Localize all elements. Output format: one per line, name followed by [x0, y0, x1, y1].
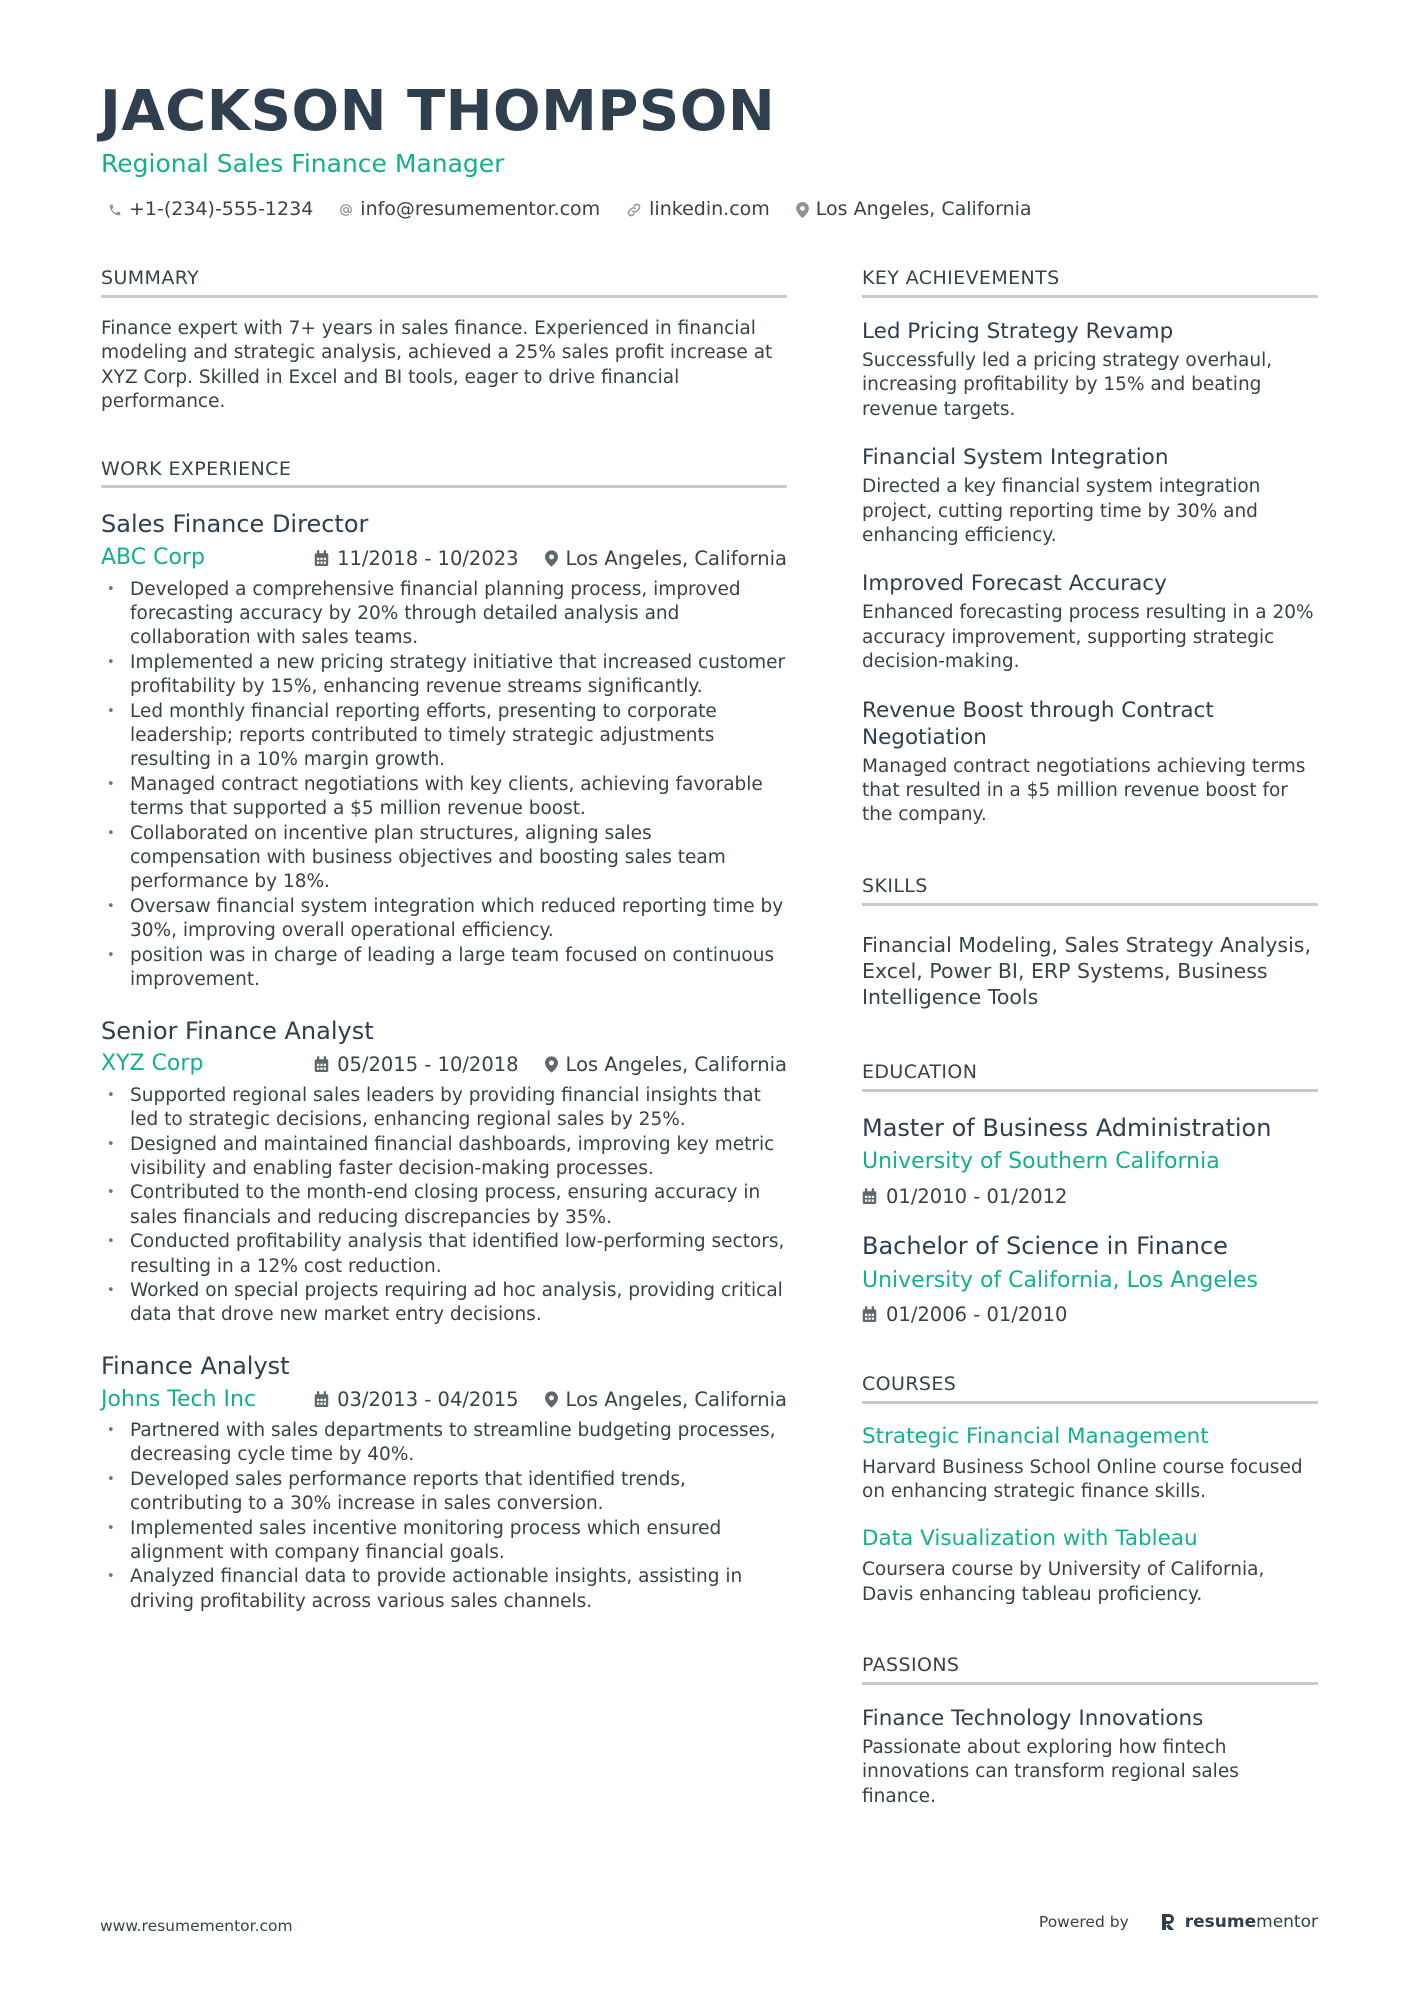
calendar-icon [862, 1306, 877, 1323]
contact-email[interactable] [339, 200, 600, 219]
courses-heading: COURSES [862, 1374, 1318, 1404]
calendar-icon [314, 1391, 329, 1408]
link-icon [626, 202, 642, 218]
education-section [862, 1062, 1318, 1326]
job-entry [101, 1017, 787, 1328]
education-dates: 01/2010 - 01/2012 [886, 1184, 1068, 1208]
passion-text: Passionate about exploring how fintech innovations can transform regional sales finance. [862, 1736, 1239, 1807]
location-pin-icon [545, 1391, 558, 1408]
job-title: Senior Finance Analyst [101, 1016, 374, 1045]
achievement-title: Revenue Boost through Contract Negotiation [862, 697, 1214, 750]
candidate-role: Regional Sales Finance Manager [101, 149, 505, 178]
job-dates: 03/2013 - 04/2015 [337, 1388, 519, 1412]
list-item: • Managed contract negotiations with key clients, achieving favorable terms that supported a $5 million revenue boost. [101, 773, 787, 822]
experience-section [101, 459, 787, 1615]
contact-bar [108, 200, 1032, 219]
education-heading: EDUCATION [862, 1062, 1318, 1092]
job-meta [101, 1387, 787, 1413]
list-item: • Designed and maintained financial dashboards, improving key metric visibility and enabling faster decision-making processes. [101, 1133, 787, 1182]
job-bullets [101, 578, 787, 993]
job-meta [101, 1051, 787, 1077]
achievement-text: Managed contract negotiations achieving terms that resulted in a $5 million revenue boost for the company. [862, 755, 1306, 826]
candidate-name: JACKSON THOMPSON [100, 79, 776, 144]
contact-phone-text: +1-(234)-555-1234 [129, 198, 314, 220]
contact-linkedin-text: linkedin.com [649, 198, 770, 220]
achievement-item [862, 697, 1318, 828]
contact-phone[interactable] [108, 200, 313, 219]
achievements-heading: KEY ACHIEVEMENTS [862, 268, 1318, 298]
education-degree: Master of Business Administration [862, 1113, 1272, 1142]
skills-section [862, 876, 1318, 1010]
job-location: Los Angeles, California [565, 546, 787, 570]
at-icon [339, 203, 353, 217]
location-pin-icon [796, 202, 809, 218]
list-item: • Supported regional sales leaders by providing financial insights that led to strategic decisions, enhancing regional sales by 25%. [101, 1084, 787, 1133]
job-dates: 05/2015 - 10/2018 [337, 1052, 519, 1076]
footer-website[interactable]: www.resumementor.com [100, 1917, 293, 1935]
list-item: • Implemented a new pricing strategy initiative that increased customer profitability by 15%, enhancing revenue streams significantly. [101, 651, 787, 700]
calendar-icon [314, 1056, 329, 1073]
achievement-text: Successfully led a pricing strategy overhaul, increasing profitability by 15% and beating revenue targets. [862, 349, 1273, 420]
right-column [862, 268, 1318, 1809]
experience-heading: WORK EXPERIENCE [101, 459, 787, 489]
calendar-icon [314, 550, 329, 567]
summary-section [101, 268, 787, 415]
skills-heading: SKILLS [862, 876, 1318, 906]
list-item: • Partnered with sales departments to streamline budgeting processes, decreasing cycle time by 40%. [101, 1419, 787, 1468]
left-column [101, 268, 787, 1614]
job-title: Finance Analyst [101, 1351, 290, 1380]
location-pin-icon [545, 1056, 558, 1073]
location-pin-icon [545, 550, 558, 567]
job-company: Johns Tech Inc [101, 1386, 257, 1412]
list-item: • Developed a comprehensive financial planning process, improved forecasting accuracy by 20% through detailed analysis and collaboration with sales teams. [101, 578, 787, 651]
passions-heading: PASSIONS [862, 1655, 1318, 1685]
phone-icon [108, 203, 122, 217]
passion-item [862, 1705, 1318, 1809]
achievement-title: Led Pricing Strategy Revamp [862, 318, 1174, 344]
list-item: • Developed sales performance reports that identified trends, contributing to a 30% increase in sales conversion. [101, 1468, 787, 1517]
list-item: • Conducted profitability analysis that identified low-performing sectors, resulting in a 12% cost reduction. [101, 1230, 787, 1279]
course-text: Coursera course by University of California, Davis enhancing tableau proficiency. [862, 1559, 1265, 1605]
course-title: Data Visualization with Tableau [862, 1526, 1198, 1552]
course-item [862, 1424, 1318, 1505]
job-entry [101, 1352, 787, 1614]
list-item: • Led monthly financial reporting efforts, presenting to corporate leadership; reports contributed to timely strategic adjustments resulting in a 10% margin growth. [101, 700, 787, 773]
contact-email-text: info@resumementor.com [360, 198, 601, 220]
achievement-title: Improved Forecast Accuracy [862, 571, 1167, 597]
contact-location [796, 200, 1032, 219]
contact-linkedin[interactable] [626, 200, 770, 219]
job-title: Sales Finance Director [101, 510, 369, 539]
education-school: University of Southern California [862, 1149, 1220, 1175]
achievement-item [862, 318, 1318, 422]
resumementor-logo-icon [1161, 1913, 1175, 1931]
achievement-text: Directed a key financial system integration project, cutting reporting time by 30% and enhancing efficiency. [862, 476, 1261, 546]
brand-name [1185, 1912, 1318, 1932]
job-company: ABC Corp [101, 545, 205, 571]
list-item: • Oversaw financial system integration which reduced reporting time by 30%, improving overall operational efficiency. [101, 895, 787, 944]
footer-branding[interactable] [1039, 1912, 1318, 1932]
list-item: • Worked on special projects requiring ad hoc analysis, providing critical data that drove new market entry decisions. [101, 1279, 787, 1328]
course-title: Strategic Financial Management [862, 1423, 1209, 1449]
summary-text: Finance expert with 7+ years in sales finance. Experienced in financial modeling and strategic analysis, achieved a 25% sales profit increase at XYZ Corp. Skilled in Excel and BI tools, eager to drive financial performance. [101, 317, 773, 413]
courses-section [862, 1374, 1318, 1607]
education-dates: 01/2006 - 01/2010 [886, 1302, 1068, 1326]
job-company: XYZ Corp [101, 1051, 204, 1077]
job-bullets [101, 1419, 787, 1614]
passion-title: Finance Technology Innovations [862, 1705, 1204, 1731]
powered-by-label: Powered by [1038, 1913, 1129, 1931]
list-item: • Implemented sales incentive monitoring process which ensured alignment with company financial goals. [101, 1517, 787, 1566]
course-text: Harvard Business School Online course focused on enhancing strategic finance skills. [862, 1456, 1303, 1503]
job-meta [101, 545, 787, 571]
achievements-section [862, 268, 1318, 828]
job-bullets [101, 1084, 787, 1328]
achievement-item [862, 444, 1318, 548]
education-degree: Bachelor of Science in Finance [862, 1231, 1228, 1260]
course-item [862, 1526, 1318, 1607]
achievement-item [862, 570, 1318, 674]
brand-name-light: mentor [1256, 1912, 1318, 1932]
skills-text: Financial Modeling, Sales Strategy Analysis, Excel, Power BI, ERP Systems, Business Intelligence Tools [862, 932, 1311, 1009]
achievement-text: Enhanced forecasting process resulting in a 20% accuracy improvement, supporting strategic decision-making. [862, 602, 1314, 673]
passions-section [862, 1655, 1318, 1809]
brand-name-bold: resume [1184, 1912, 1257, 1932]
education-item [862, 1114, 1318, 1208]
contact-location-text: Los Angeles, California [815, 198, 1032, 220]
list-item: • Collaborated on incentive plan structures, aligning sales compensation with business objectives and boosting sales team performance by 18%. [101, 822, 787, 895]
list-item: • position was in charge of leading a large team focused on continuous improvement. [101, 944, 787, 993]
achievement-title: Financial System Integration [862, 445, 1169, 471]
job-location: Los Angeles, California [565, 1388, 787, 1412]
summary-heading: SUMMARY [101, 268, 787, 298]
job-dates: 11/2018 - 10/2023 [337, 546, 519, 570]
list-item: • Analyzed financial data to provide actionable insights, assisting in driving profitability across various sales channels. [101, 1565, 787, 1614]
education-school: University of California, Los Angeles [862, 1267, 1259, 1293]
job-location: Los Angeles, California [565, 1052, 787, 1076]
calendar-icon [862, 1188, 877, 1205]
education-item [862, 1232, 1318, 1326]
list-item: • Contributed to the month-end closing process, ensuring accuracy in sales financials and reducing discrepancies by 35%. [101, 1181, 787, 1230]
job-entry [101, 510, 787, 992]
